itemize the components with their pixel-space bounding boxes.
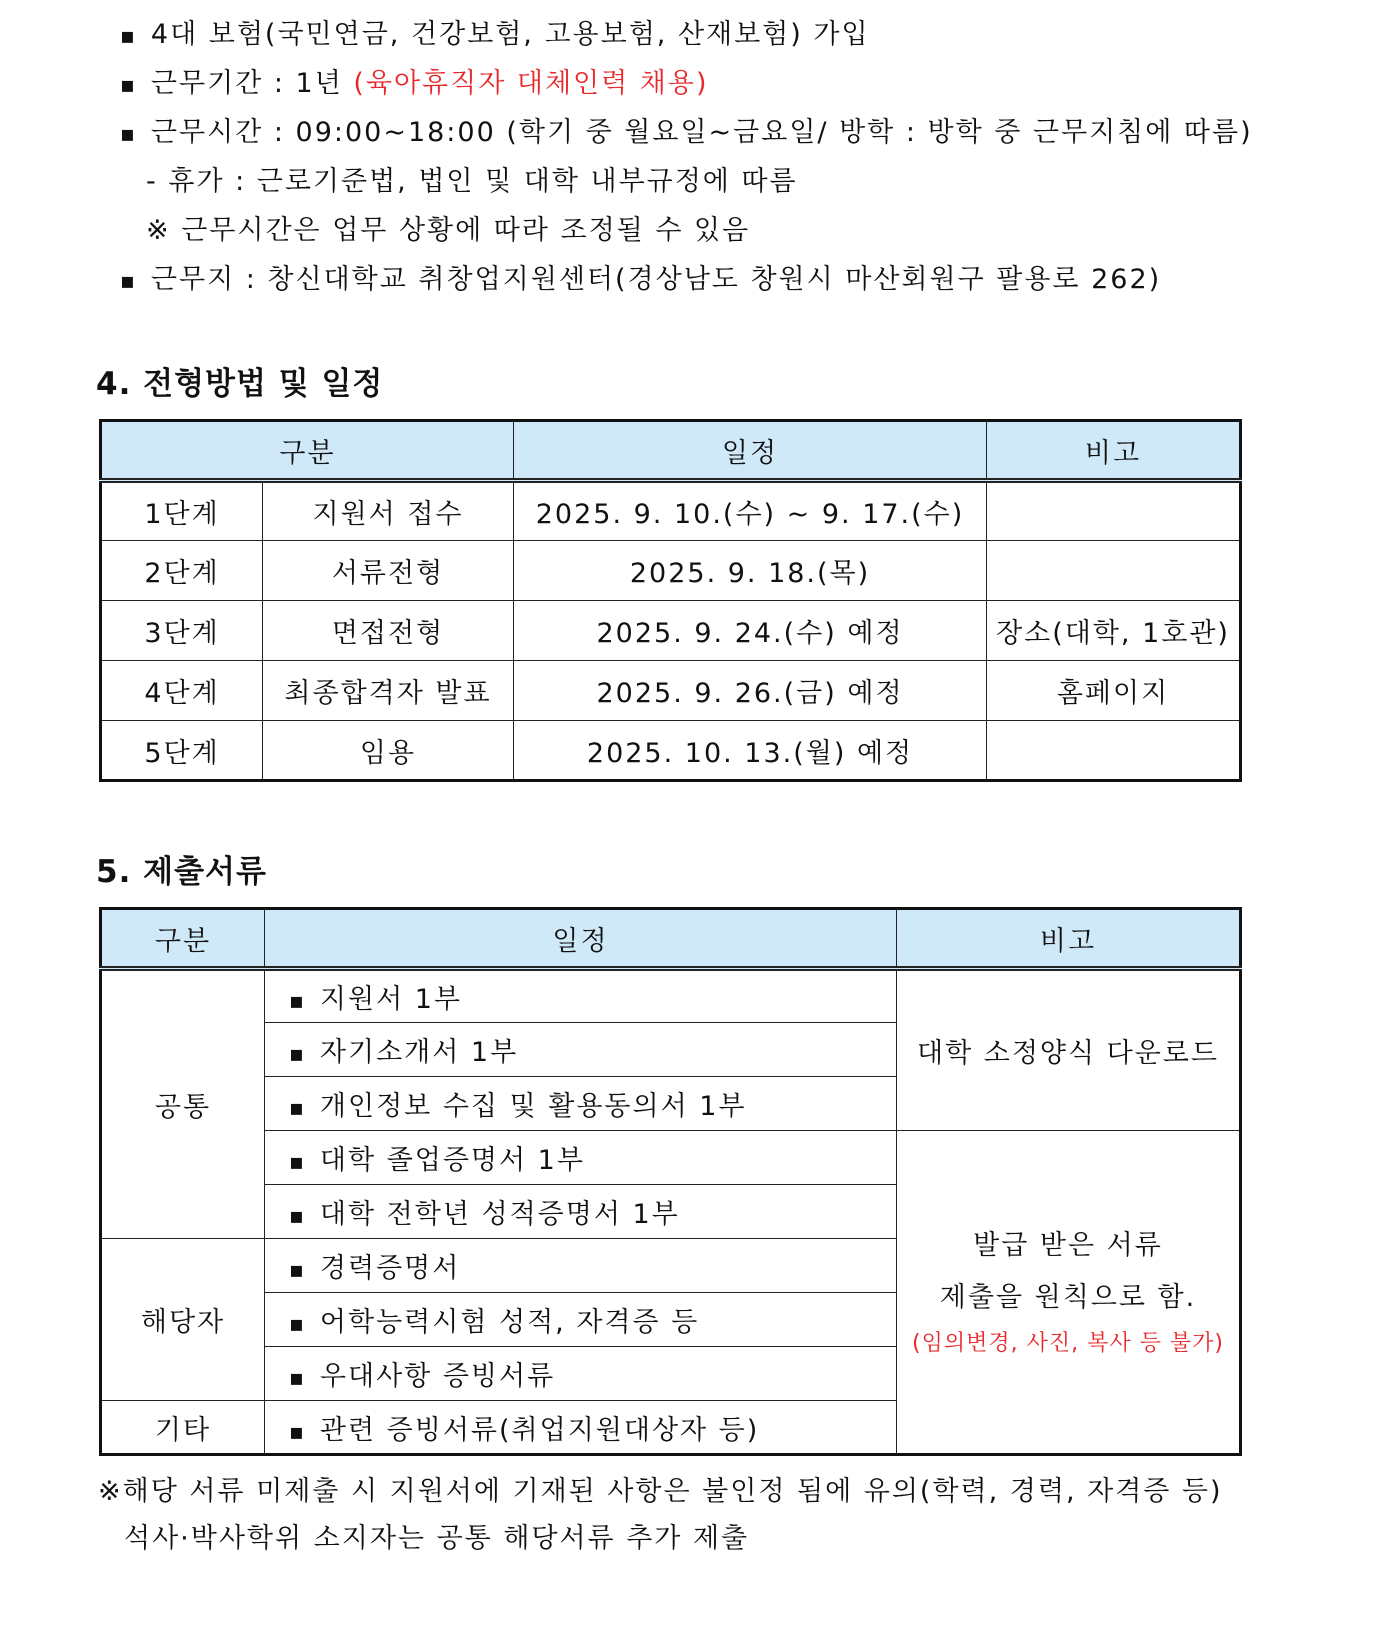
section4-title: 4. 전형방법 및 일정 bbox=[96, 366, 384, 402]
documents-table bbox=[99, 907, 1242, 1456]
stage-cell: 1단계 bbox=[101, 481, 263, 541]
stage-name-cell: 최종합격자 발표 bbox=[263, 661, 514, 721]
table-row bbox=[101, 721, 1241, 781]
document-item: ▪ 관련 증빙서류(취업지원대상자 등) bbox=[265, 1401, 897, 1455]
note-issued-red: (임의변경, 사진, 복사 등 불가) bbox=[912, 1331, 1224, 1356]
footer-note-2: 석사·박사학위 소지자는 공통 해당서류 추가 제출 bbox=[124, 1523, 750, 1554]
document-item: ▪ 경력증명서 bbox=[265, 1239, 897, 1293]
hours-line bbox=[120, 116, 1253, 152]
table-row bbox=[101, 969, 1241, 1023]
stage-note-cell bbox=[987, 721, 1241, 781]
hours-text: 근무시간 : 09:00~18:00 (학기 중 월요일~금요일/ 방학 : 방학 중 근무지침에 따름) bbox=[150, 117, 1253, 148]
schedule-table bbox=[99, 419, 1242, 782]
documents-header-category: 구분 bbox=[101, 909, 265, 969]
location-text: 근무지 : 창신대학교 취창업지원센터(경상남도 창원시 마산회원구 팔용로 262) bbox=[150, 264, 1162, 295]
stage-date-cell: 2025. 9. 24.(수) 예정 bbox=[514, 601, 987, 661]
stage-note-cell: 홈페이지 bbox=[987, 661, 1241, 721]
document-item: ▪ 어학능력시험 성적, 자격증 등 bbox=[265, 1293, 897, 1347]
table-row bbox=[101, 601, 1241, 661]
group-other-cell: 기타 bbox=[101, 1401, 265, 1455]
note-issued-line2: 제출을 원칙으로 함. bbox=[939, 1282, 1197, 1313]
stage-cell: 5단계 bbox=[101, 721, 263, 781]
schedule-header-note: 비고 bbox=[987, 421, 1241, 481]
stage-name-cell: 면접전형 bbox=[263, 601, 514, 661]
stage-note-cell: 장소(대학, 1호관) bbox=[987, 601, 1241, 661]
stage-date-cell: 2025. 9. 26.(금) 예정 bbox=[514, 661, 987, 721]
schedule-header-row bbox=[101, 421, 1241, 481]
stage-date-cell: 2025. 9. 18.(목) bbox=[514, 541, 987, 601]
note-issued-line1: 발급 받은 서류 bbox=[973, 1230, 1163, 1261]
stage-cell: 3단계 bbox=[101, 601, 263, 661]
insurance-line bbox=[120, 18, 870, 54]
stage-date-cell: 2025. 10. 13.(월) 예정 bbox=[514, 721, 987, 781]
schedule-header-category: 구분 bbox=[101, 421, 514, 481]
stage-name-cell: 지원서 접수 bbox=[263, 481, 514, 541]
document-item: ▪ 우대사항 증빙서류 bbox=[265, 1347, 897, 1401]
documents-header-note: 비고 bbox=[897, 909, 1241, 969]
stage-name-cell: 임용 bbox=[263, 721, 514, 781]
group-common-cell: 공통 bbox=[101, 969, 265, 1239]
stage-cell: 2단계 bbox=[101, 541, 263, 601]
document-item: ▪ 지원서 1부 bbox=[265, 969, 897, 1023]
schedule-header-date: 일정 bbox=[514, 421, 987, 481]
location-line bbox=[120, 263, 1161, 299]
document-item: ▪ 개인정보 수집 및 활용동의서 1부 bbox=[265, 1077, 897, 1131]
documents-header-row bbox=[101, 909, 1241, 969]
document-item: ▪ 대학 졸업증명서 1부 bbox=[265, 1131, 897, 1185]
section5-title: 5. 제출서류 bbox=[96, 854, 267, 890]
group-applicable-cell: 해당자 bbox=[101, 1239, 265, 1401]
stage-name-cell: 서류전형 bbox=[263, 541, 514, 601]
note-issued-cell bbox=[897, 1131, 1241, 1455]
table-row bbox=[101, 481, 1241, 541]
document-item: ▪ 자기소개서 1부 bbox=[265, 1023, 897, 1077]
period-line bbox=[120, 67, 709, 103]
hours-note-line: ※ 근무시간은 업무 상황에 따라 조정될 수 있음 bbox=[146, 215, 751, 246]
table-row bbox=[101, 541, 1241, 601]
stage-note-cell bbox=[987, 541, 1241, 601]
period-text: 근무기간 : 1년 bbox=[150, 68, 354, 99]
insurance-text: 4대 보험(국민연금, 건강보험, 고용보험, 산재보험) 가입 bbox=[150, 19, 870, 50]
vacation-line: - 휴가 : 근로기준법, 법인 및 대학 내부규정에 따름 bbox=[146, 166, 798, 197]
table-row bbox=[101, 1131, 1241, 1185]
period-note: (육아휴직자 대체인력 채용) bbox=[353, 68, 709, 99]
stage-note-cell bbox=[987, 481, 1241, 541]
footer-note-1: ※해당 서류 미제출 시 지원서에 기재된 사항은 불인정 됨에 유의(학력, 경력, 자격증 등) bbox=[98, 1476, 1223, 1507]
document-item: ▪ 대학 전학년 성적증명서 1부 bbox=[265, 1185, 897, 1239]
note-download-cell: 대학 소정양식 다운로드 bbox=[897, 969, 1241, 1131]
documents-header-date: 일정 bbox=[265, 909, 897, 969]
table-row bbox=[101, 661, 1241, 721]
stage-cell: 4단계 bbox=[101, 661, 263, 721]
stage-date-cell: 2025. 9. 10.(수) ~ 9. 17.(수) bbox=[514, 481, 987, 541]
